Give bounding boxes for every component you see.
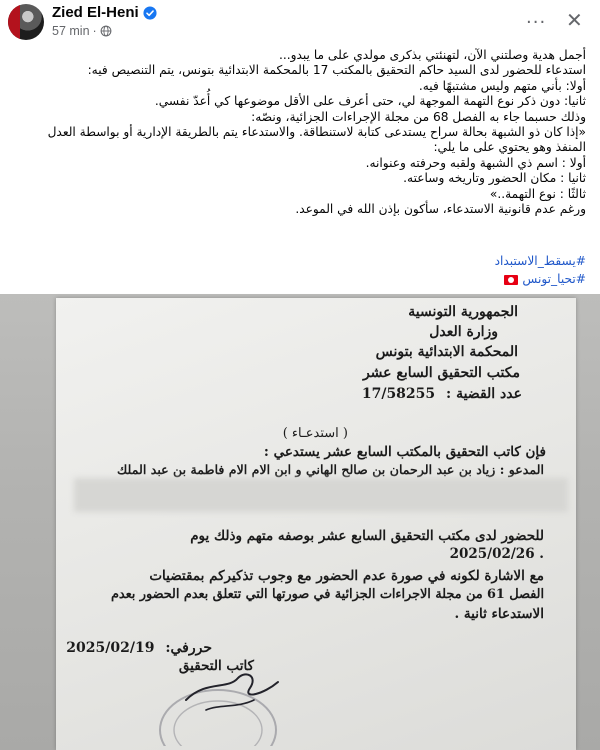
doc-written-row [66, 640, 212, 656]
avatar[interactable] [8, 4, 44, 40]
tunisia-flag-icon [504, 275, 518, 285]
case-number-value: 17/58255 [361, 386, 436, 402]
doc-title: ( استدعـاء ) [282, 426, 348, 441]
hashtag-link[interactable]: #تحيا_تونس [522, 272, 586, 286]
post-text-line: المنفذ وهو يحتوي على ما يلي: [433, 140, 586, 155]
doc-summons-date: 2025/02/26 . [449, 546, 544, 562]
hashtags [10, 252, 586, 288]
post-text-line: أولا: بأني متهم وليس مشتبهًا فيه. [418, 78, 586, 93]
doc-notice-line: الاستدعاء ثانية . [454, 606, 544, 622]
post-time[interactable]: 57 min [52, 24, 90, 38]
author-name-text[interactable]: Zied El-Heni [52, 4, 139, 21]
post-text-line: ثالثًا : نوع التهمة..» [489, 186, 586, 201]
official-stamp-icon [146, 660, 306, 746]
doc-summoned-person: المدعو : زياد بن عبد الرحمان بن صالح الهاني و ابن الام الام فاطمة بن عبد الملك [116, 462, 544, 477]
post-text-line: استدعاء للحضور لدى السيد حاكم التحقيق بالمكتب 17 بالمحكمة الابتدائية بتونس، يتم التنصيص فيه: [87, 63, 586, 78]
signatory-title: كاتب التحقيق [178, 658, 254, 674]
post-text-line: «إذا كان ذو الشبهة بحالة سراح يستدعى كتابة لاستنطاقة. والاستدعاء يتم بالطريقة الإدارية أو بواسطة العدل [47, 125, 586, 140]
redacted-area [74, 478, 568, 512]
close-button[interactable] [566, 8, 583, 32]
hashtag-link[interactable]: #يسقط_الاستبداد [494, 254, 586, 268]
doc-summons-line: للحضور لدى مكتب التحقيق السابع عشر بوصفه متهم وذلك يوم [190, 528, 544, 544]
post-text-line: ورغم عدم قانونية الاستدعاء، سأكون بإذن الله في الموعد. [295, 202, 586, 217]
doc-intro: فإن كاتب التحقيق بالمكتب السابع عشر يستدعي : [263, 444, 546, 460]
doc-header-line: الجمهورية التونسية [408, 304, 518, 320]
doc-notice-line: مع الاشارة لكونه في صورة عدم الحضور مع وجوب تذكيركم بمقتضيات [149, 568, 544, 584]
signature-icon [186, 674, 278, 700]
post-text-line: أجمل هدية وصلتني الآن، لتهنئتي بذكرى مولدي على ما يبدو... [278, 48, 586, 62]
verified-badge-icon [143, 6, 157, 20]
more-options-button[interactable] [526, 12, 546, 33]
doc-header-line: مكتب التحقيق السابع عشر [362, 365, 520, 381]
written-date: 2025/02/19 [66, 640, 155, 656]
post-header [0, 0, 600, 44]
post-text [10, 48, 586, 217]
more-options-icon[interactable]: ··· [526, 12, 547, 33]
post-text-line: وذلك حسبما جاء به الفصل 68 من مجلة الإجراءات الجزائية، ونصّه: [251, 109, 586, 124]
case-number-row [362, 386, 522, 402]
doc-header-line: المحكمة الابتدائية بتونس [375, 344, 518, 360]
close-icon[interactable]: ✕ [566, 8, 583, 32]
post-text-line: ثانيا : مكان الحضور وتاريخه وساعته. [403, 171, 586, 186]
case-number-label: عدد القضية : [446, 386, 522, 402]
post-photo[interactable] [0, 294, 600, 750]
written-label: حررفي: [165, 640, 212, 656]
globe-icon[interactable] [100, 25, 112, 37]
post-text-line: أولا : اسم ذي الشبهة ولقبه وحرفته وعنوانه. [365, 155, 586, 170]
author-name[interactable] [52, 4, 157, 21]
meta-separator: · [92, 24, 97, 38]
doc-notice-line: الفصل 61 من مجلة الاجراءات الجزائية في صورتها التي تتعلق بعدم الحضور بعدم [110, 587, 544, 602]
doc-header-line: وزارة العدل [429, 324, 498, 340]
post-text-line: ثانيا: دون ذكر نوع التهمة الموجهة لي، حتى أعرف على الأقل موضوعها كي أُعدّ نفسي. [154, 94, 586, 109]
post-meta [52, 24, 112, 38]
